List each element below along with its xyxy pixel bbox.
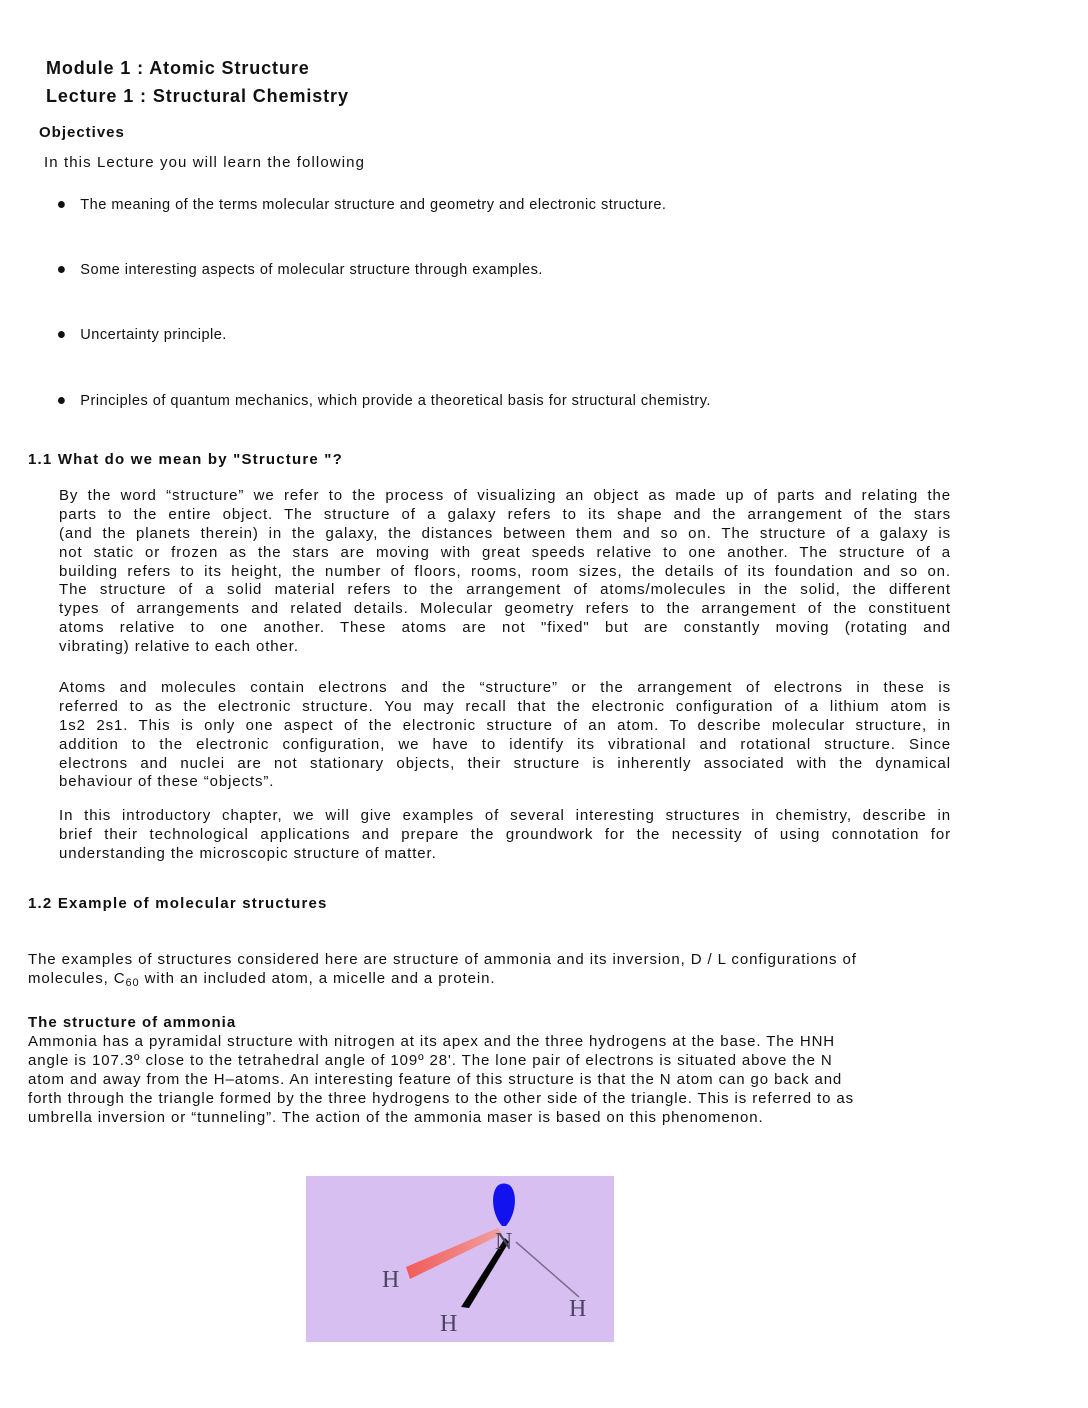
section-heading-1-1: 1.1 What do we mean by "Structure "? [28, 451, 343, 468]
text-line: umbrella inversion or “tunneling”. The action of the ammonia maser is based on this phenomenon. [28, 1108, 764, 1126]
text-line: The structure of a solid material refers to the arrangement of atoms/molecules in the solid, the different [59, 581, 951, 599]
text-line: addition to the electronic configuration, we have to identify its vibrational and rotational structure. Since [59, 735, 951, 753]
objective-item [58, 326, 227, 343]
text-line: electrons and nuclei are not stationary objects, their structure is inherently associated with the dynamical [59, 754, 951, 772]
lecture-title: Lecture 1 : Structural Chemistry [46, 86, 349, 106]
ammonia-heading: The structure of ammonia [28, 1014, 237, 1031]
objective-item [58, 261, 543, 278]
bullet-icon [58, 397, 65, 404]
lone-pair-lobe [493, 1184, 515, 1227]
atom-label-h-bottom: H [440, 1311, 458, 1337]
text-fragment: molecules, C [28, 969, 126, 987]
text-fragment: with an included atom, a micelle and a protein. [139, 969, 496, 987]
text-line: The examples of structures considered here are structure of ammonia and its inversion, D / L configurations of [28, 951, 857, 968]
text-line: (and the planets therein) in the galaxy, the distances between them and so on. The structure of a galaxy is [59, 524, 951, 542]
objective-text: Principles of quantum mechanics, which provide a theoretical basis for structural chemistry. [80, 392, 711, 409]
text-line: In this introductory chapter, we will give examples of several interesting structures in chemistry, describe in [59, 807, 951, 824]
text-line: not static or frozen as the stars are moving with great speeds relative to one another. The structure of a [59, 543, 951, 561]
atom-label-n: N [495, 1229, 513, 1255]
text-line: types of arrangements and related details. Molecular geometry refers to the arrangement of the constituent [59, 600, 951, 618]
paragraph-electronic-structure [59, 679, 951, 792]
paragraph-ammonia [28, 1033, 854, 1127]
bond-dashed-right [516, 1242, 579, 1297]
objectives-intro: In this Lecture you will learn the following [44, 154, 366, 171]
text-line: behaviour of these “objects”. [59, 773, 275, 791]
text-line: parts to the entire object. The structure of a galaxy refers to its shape and the arrangement of the stars [59, 505, 951, 523]
bullet-icon [58, 331, 65, 338]
text-line: atoms relative to one another. These atoms are not "fixed" but are constantly moving (rotating and [59, 619, 951, 637]
objective-text: The meaning of the terms molecular structure and geometry and electronic structure. [80, 196, 667, 213]
section-heading-1-2: 1.2 Example of molecular structures [28, 895, 328, 912]
objective-text: Some interesting aspects of molecular structure through examples. [80, 261, 543, 278]
ammonia-structure-figure [306, 1176, 614, 1342]
paragraph-introductory [59, 807, 951, 864]
text-line: brief their technological applications and prepare the groundwork for the necessity of using connotation for [59, 825, 951, 843]
text-line: angle is 107.3º close to the tetrahedral angle of 109º 28'. The lone pair of electrons is situated above the N [28, 1051, 833, 1069]
text-line: forth through the triangle formed by the three hydrogens to the other side of the triangle. This is referred to as [28, 1089, 855, 1107]
text-line: 1s2 2s1. This is only one aspect of the electronic structure of an atom. To describe molecular structure, in [59, 716, 951, 734]
module-title: Module 1 : Atomic Structure [46, 58, 310, 78]
text-line: Atoms and molecules contain electrons and the “structure” or the arrangement of electrons in these is [59, 679, 951, 696]
text-line: By the word “structure” we refer to the process of visualizing an object as made up of parts and relating the [59, 487, 951, 504]
ammonia-molecule-diagram [306, 1176, 614, 1342]
objective-item [58, 196, 666, 213]
objective-text: Uncertainty principle. [80, 326, 227, 343]
text-line [28, 970, 857, 989]
atom-label-h-left: H [382, 1267, 400, 1293]
objectives-heading: Objectives [39, 124, 125, 141]
paragraph-structure-definition [59, 487, 951, 657]
text-line: understanding the microscopic structure of matter. [59, 844, 437, 862]
subscript: 60 [125, 976, 140, 989]
text-line: referred to as the electronic structure. You may recall that the electronic configuration of a lithium atom is [59, 697, 951, 715]
paragraph-examples [28, 951, 857, 989]
text-line: building refers to its height, the number of floors, rooms, room sizes, the details of its foundation and so on. [59, 562, 951, 580]
atom-label-h-right: H [569, 1296, 587, 1322]
bullet-icon [58, 266, 65, 273]
objective-item [58, 392, 711, 409]
text-line: Ammonia has a pyramidal structure with nitrogen at its apex and the three hydrogens at the base. The HNH [28, 1033, 836, 1050]
text-line: atom and away from the H–atoms. An interesting feature of this structure is that the N atom can go back and [28, 1070, 843, 1088]
bullet-icon [58, 201, 65, 208]
text-line: vibrating) relative to each other. [59, 638, 299, 656]
